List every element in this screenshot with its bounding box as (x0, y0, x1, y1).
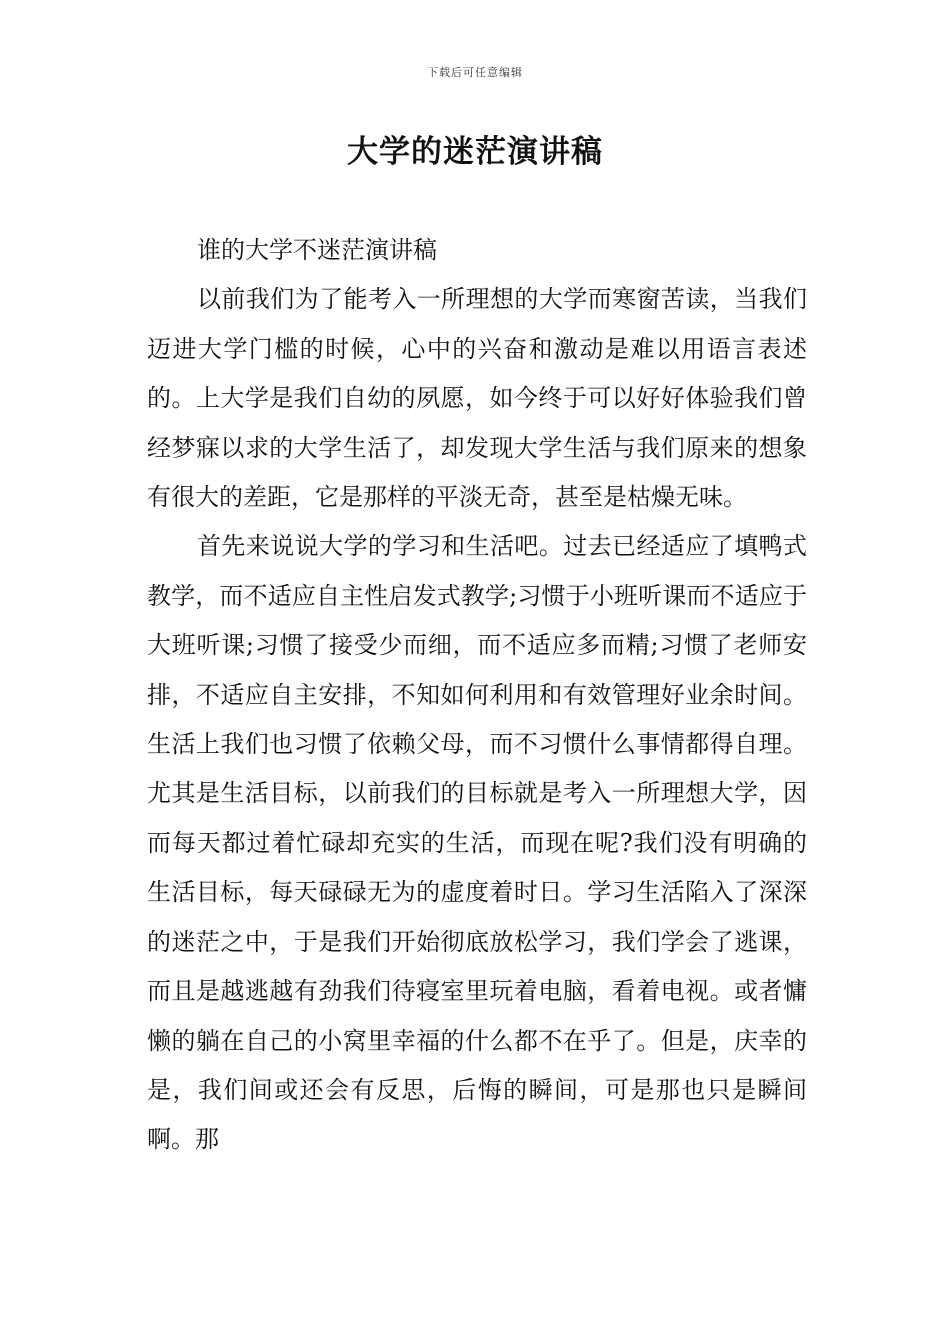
document-title: 大学的迷茫演讲稿 (347, 134, 603, 170)
subtitle-paragraph: 谁的大学不迷茫演讲稿 (197, 236, 437, 264)
header-note: 下载后可任意编辑 (427, 66, 523, 79)
document-body (147, 226, 807, 1165)
body-paragraph: 首先来说说大学的学习和生活吧。过去已经适应了填鸭式教学，而不适应自主性启发式教学;习惯于小班听课而不适应于大班听课;习惯了接受少而细，而不适应多而精;习惯了老师安排，不适应自主安排，不知如何利用和有效管理好业余时间。生活上我们也习惯了依赖父母，而不习惯什么事情都得自理。尤其是生活目标，以前我们的目标就是考入一所理想大学，因而每天都过着忙碌却充实的生活，而现在呢?我们没有明确的生活目标，每天碌碌无为的虚度着时日。学习生活陷入了深深的迷茫之中，于是我们开始彻底放松学习，我们学会了逃课，而且是越逃越有劲我们待寝室里玩着电脑，看着电视。或者慵懒的躺在自己的小窝里幸福的什么都不在乎了。但是，庆幸的是，我们间或还会有反思，后悔的瞬间，可是那也只是瞬间啊。那 (147, 532, 807, 1154)
body-paragraph: 以前我们为了能考入一所理想的大学而寒窗苦读，当我们迈进大学门槛的时候，心中的兴奋和激动是难以用语言表述的。上大学是我们自幼的夙愿，如今终于可以好好体验我们曾经梦寐以求的大学生活了，却发现大学生活与我们原来的想象有很大的差距，它是那样的平淡无奇，甚至是枯燥无味。 (147, 285, 807, 512)
